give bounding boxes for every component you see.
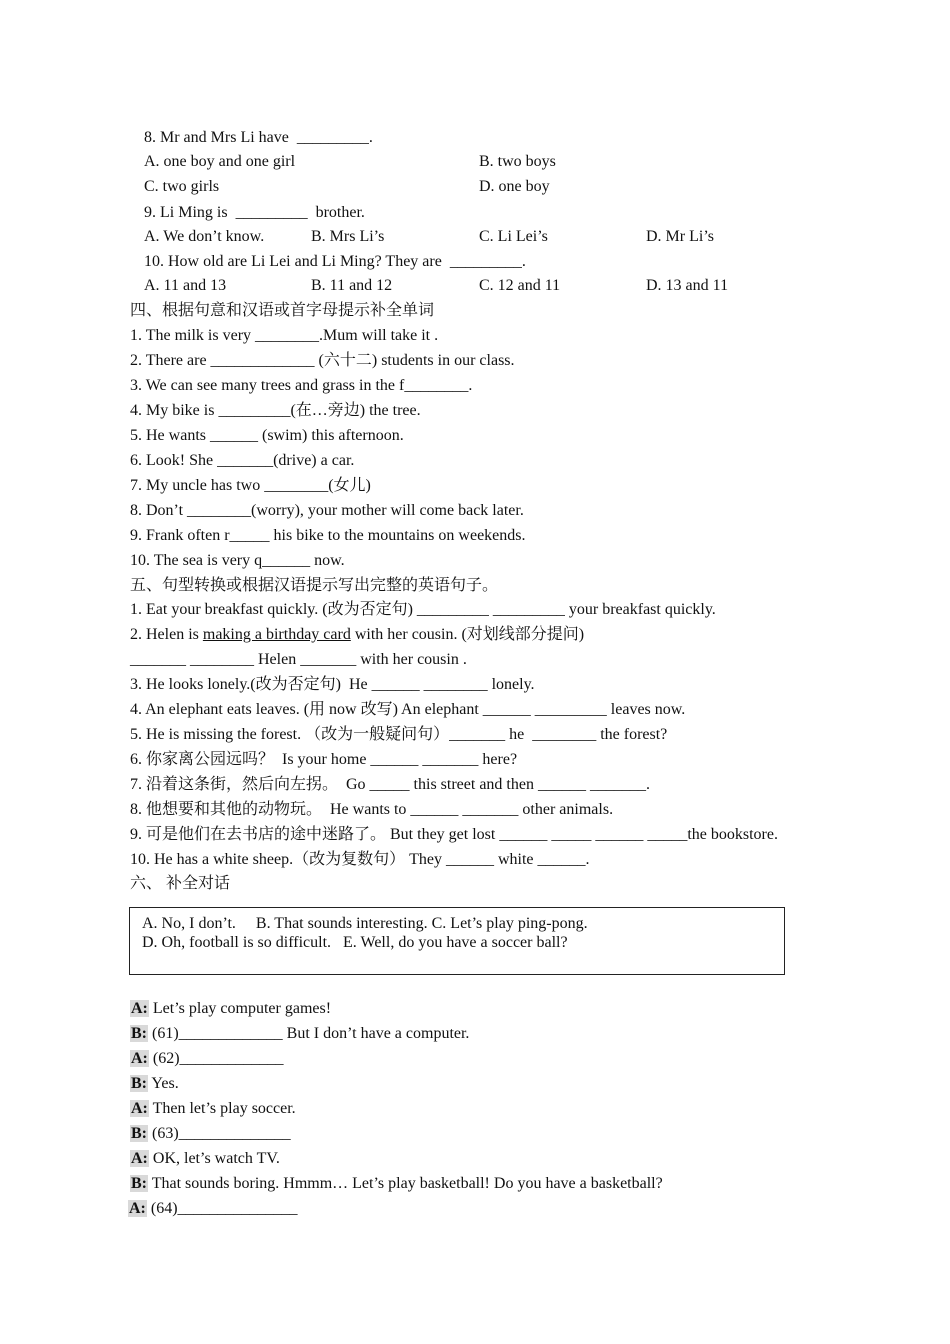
section-4-item-6: 6. Look! She _______(drive) a car.	[130, 452, 355, 469]
section-5-item-5: 5. He is missing the forest. （改为一般疑问句）_______ he ________ the forest?	[130, 726, 668, 743]
speaker-label: B:	[131, 1175, 147, 1192]
speaker-label: B:	[131, 1075, 147, 1092]
speaker-label: A:	[131, 1000, 148, 1017]
section-4-heading: 四、根据句意和汉语或首字母提示补全单词	[130, 302, 435, 319]
dialog-text: Then let’s play soccer.	[148, 1100, 296, 1117]
options-box-line-2: D. Oh, football is so difficult. E. Well, do you have a soccer ball?	[142, 934, 568, 951]
section-5-item-9: 9. 可是他们在去书店的途中迷路了。 But they get lost ______ _____ ______ _____the bookstore.	[130, 826, 778, 843]
question-8-option-b: B. two boys	[479, 153, 556, 170]
section-4-item-5: 5. He wants ______ (swim) this afternoon.	[130, 427, 404, 444]
question-9-option-a: A. We don’t know.	[144, 228, 265, 245]
dialog-line	[130, 1024, 469, 1044]
section-5-item-8: 8. 他想要和其他的动物玩。 He wants to ______ _______ other animals.	[130, 801, 614, 818]
dialog-text: OK, let’s watch TV.	[148, 1150, 280, 1167]
section-4-item-3: 3. We can see many trees and grass in the f________.	[130, 377, 473, 394]
dialog-line	[128, 1199, 298, 1219]
dialog-line	[130, 1074, 179, 1094]
section-5-item-7: 7. 沿着这条街，然后向左拐。 Go _____ this street and then ______ _______.	[130, 776, 650, 793]
section-5-item-1: 1. Eat your breakfast quickly. (改为否定句) _________ _________ your breakfast quickly.	[130, 601, 716, 618]
dialog-text: Let’s play computer games!	[148, 1000, 332, 1017]
question-10-option-d: D. 13 and 11	[646, 277, 729, 294]
section-4-item-4: 4. My bike is _________(在…旁边) the tree.	[130, 402, 421, 419]
speaker-label: B:	[131, 1025, 147, 1042]
dialog-text: (63)______________	[148, 1125, 291, 1142]
section-5-item-3: 3. He looks lonely.(改为否定句) He ______ ________ lonely.	[130, 676, 535, 693]
section-5-item-2-answer-line: _______ ________ Helen _______ with her cousin .	[130, 651, 467, 668]
section-6-heading: 六、 补全对话	[130, 875, 231, 892]
speaker-label: A:	[129, 1200, 146, 1217]
dialog-text: That sounds boring. Hmmm… Let’s play basketball! Do you have a basketball?	[148, 1175, 663, 1192]
section-4-item-2: 2. There are _____________ (六十二) students in our class.	[130, 352, 515, 369]
section-5-heading: 五、句型转换或根据汉语提示写出完整的英语句子。	[130, 577, 499, 594]
options-box-line-1: A. No, I don’t. B. That sounds interesting. C. Let’s play ping-pong.	[142, 915, 588, 932]
dialog-text: (62)_____________	[148, 1050, 284, 1067]
question-10-option-c: C. 12 and 11	[479, 277, 561, 294]
dialog-text: Yes.	[148, 1075, 179, 1092]
section-4-item-9: 9. Frank often r_____ his bike to the mountains on weekends.	[130, 527, 526, 544]
section-5-item-4: 4. An elephant eats leaves. (用 now 改写) An elephant ______ _________ leaves now.	[130, 701, 686, 718]
section-5-item-6: 6. 你家离公园远吗？ Is your home ______ _______ here?	[130, 751, 518, 768]
options-box	[129, 907, 785, 975]
dialog-line	[130, 1099, 296, 1119]
speaker-label: A:	[131, 1150, 148, 1167]
question-8-stem: 8. Mr and Mrs Li have _________.	[144, 129, 373, 146]
speaker-label: B:	[131, 1125, 147, 1142]
question-10-option-b: B. 11 and 12	[311, 277, 393, 294]
question-9-option-c: C. Li Lei’s	[479, 228, 548, 245]
question-10-stem: 10. How old are Li Lei and Li Ming? They are _________.	[144, 253, 526, 270]
speaker-label: A:	[131, 1050, 148, 1067]
question-8-option-a: A. one boy and one girl	[144, 153, 296, 170]
underlined-phrase: making a birthday card	[202, 626, 351, 643]
question-8-option-c: C. two girls	[144, 178, 220, 195]
speaker-label: A:	[131, 1100, 148, 1117]
item-2-prefix: 2. Helen is	[130, 626, 203, 643]
section-4-item-10: 10. The sea is very q______ now.	[130, 552, 345, 569]
question-9-option-d: D. Mr Li’s	[646, 228, 714, 245]
item-2-suffix: with her cousin. (对划线部分提问)	[350, 626, 585, 643]
question-9-stem: 9. Li Ming is _________ brother.	[144, 204, 365, 221]
section-4-item-7: 7. My uncle has two ________(女儿)	[130, 477, 371, 494]
dialog-line	[130, 1124, 291, 1144]
dialog-line	[130, 999, 331, 1019]
dialog-line	[130, 1149, 280, 1169]
section-5-item-10: 10. He has a white sheep.（改为复数句） They ______ white ______.	[130, 851, 590, 868]
dialog-line	[130, 1049, 284, 1069]
dialog-line	[130, 1174, 663, 1194]
section-4-item-1: 1. The milk is very ________.Mum will take it .	[130, 327, 439, 344]
dialog-text: (64)_______________	[146, 1200, 298, 1217]
dialog-text: (61)_____________ But I don’t have a computer.	[148, 1025, 470, 1042]
section-4-item-8: 8. Don’t ________(worry), your mother will come back later.	[130, 502, 524, 519]
question-10-option-a: A. 11 and 13	[144, 277, 227, 294]
section-5-item-2	[130, 625, 584, 645]
question-8-option-d: D. one boy	[479, 178, 550, 195]
question-9-option-b: B. Mrs Li’s	[311, 228, 385, 245]
